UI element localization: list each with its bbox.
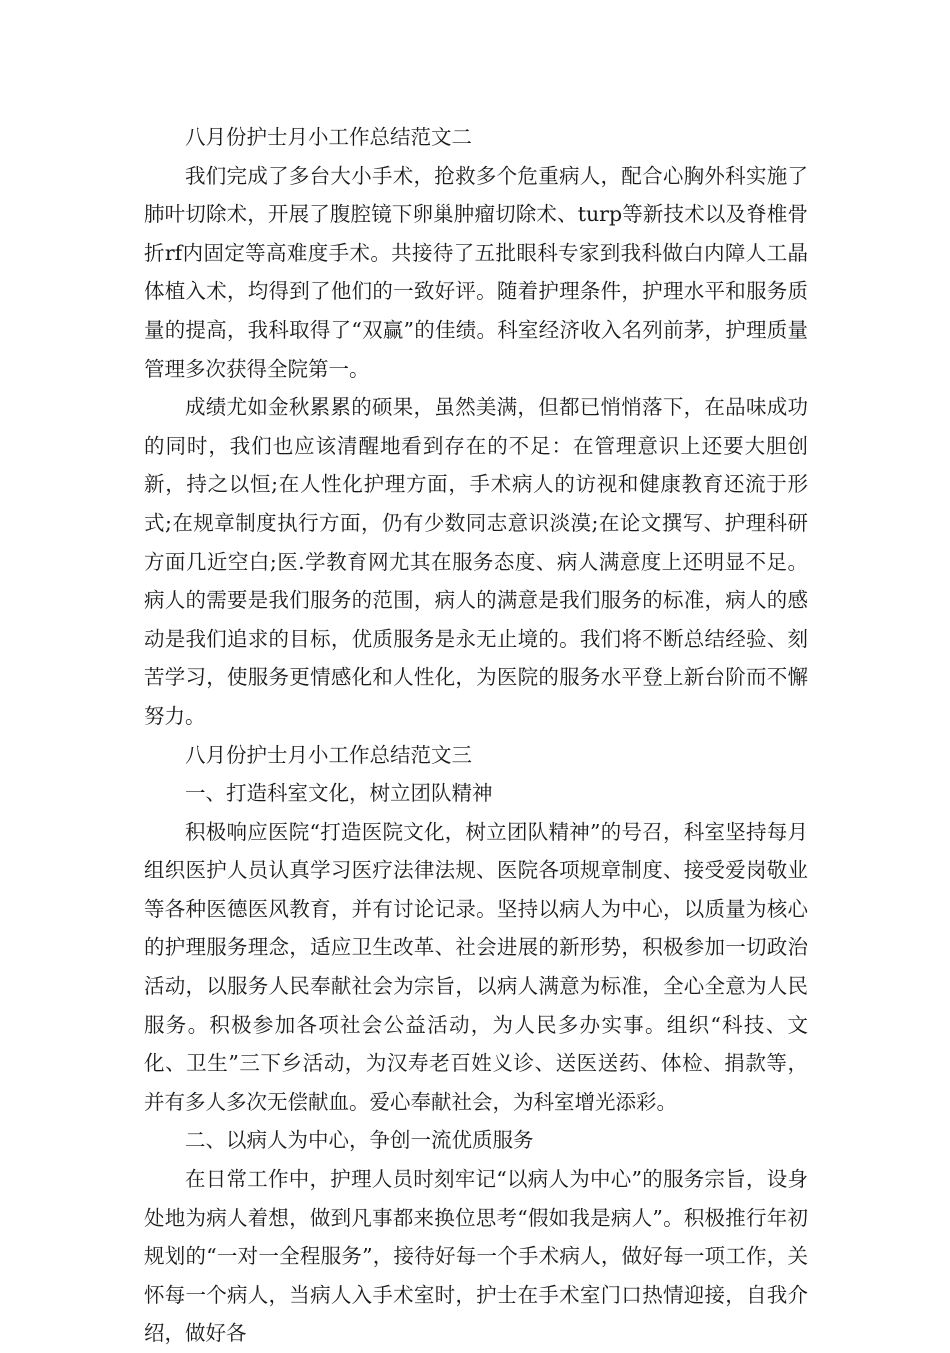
section-heading-2: 二、以病人为中心，争创一流优质服务 <box>185 1128 534 1153</box>
heading-sample-2: 八月份护士月小工作总结范文二 <box>185 125 472 149</box>
paragraph: 积极响应医院“打造医院文化，树立团队精神”的号召，科室坚持每月组织医护人员认真学习医疗法律法规、医院各项规章制度、接受爱岗敬业等各种医德医风教育，并有讨论记录。坚持以病人为中心，以质量为核心的护理服务理念，适应卫生改革、社会进展的新形势，积极参加一切政治活动，以服务人民奉献社会为宗旨，以病人满意为标准，全心全意为人民服务。积极参加各项社会公益活动，为人民多办实事。组织“科技、文化、卫生”三下乡活动，为汉寿老百姓义诊、送医送药、体检、捐款等，并有多人多次无偿献血。爱心奉献社会，为科室增光添彩。 <box>144 819 808 1114</box>
paragraph: 我们完成了多台大小手术，抢救多个危重病人，配合心胸外科实施了肺叶切除术，开展了腹腔镜下卵巢肿瘤切除术、turp等新技术以及脊椎骨折rf内固定等高难度手术。共接待了五批眼科专家到我科做白内障人工晶体植入术，均得到了他们的一致好评。随着护理条件，护理水平和服务质量的提高，我科取得了“双赢”的佳绩。科室经济收入名列前茅，护理质量管理多次获得全院第一。 <box>144 163 808 381</box>
paragraph: 成绩尤如金秋累累的硕果，虽然美满，但都已悄悄落下，在品味成功的同时，我们也应该清醒地看到存在的不足：在管理意识上还要大胆创新，持之以恒;在人性化护理方面，手术病人的访视和健康教育还流于形式;在规章制度执行方面，仍有少数同志意识淡漠;在论文撰写、护理科研方面几近空白;医.学教育网尤其在服务态度、病人满意度上还明显不足。病人的需要是我们服务的范围，病人的满意是我们服务的标准，病人的感动是我们追求的目标，优质服务是永无止境的。我们将不断总结经验、刻苦学习，使服务更情感化和人性化，为医院的服务水平登上新台阶而不懈努力。 <box>144 395 808 728</box>
section-heading-1: 一、打造科室文化，树立团队精神 <box>185 781 493 806</box>
paragraph: 在日常工作中，护理人员时刻牢记“以病人为中心”的服务宗旨，设身处地为病人着想，做到凡事都来换位思考“假如我是病人”。积极推行年初规划的“一对一全程服务”，接待好每一个手术病人，做好每一项工作，关怀每一个病人，当病人入手术室时，护士在手术室门口热情迎接，自我介绍，做好各 <box>144 1167 808 1346</box>
document-body <box>144 118 808 1353</box>
heading-sample-3: 八月份护士月小工作总结范文三 <box>185 742 472 767</box>
